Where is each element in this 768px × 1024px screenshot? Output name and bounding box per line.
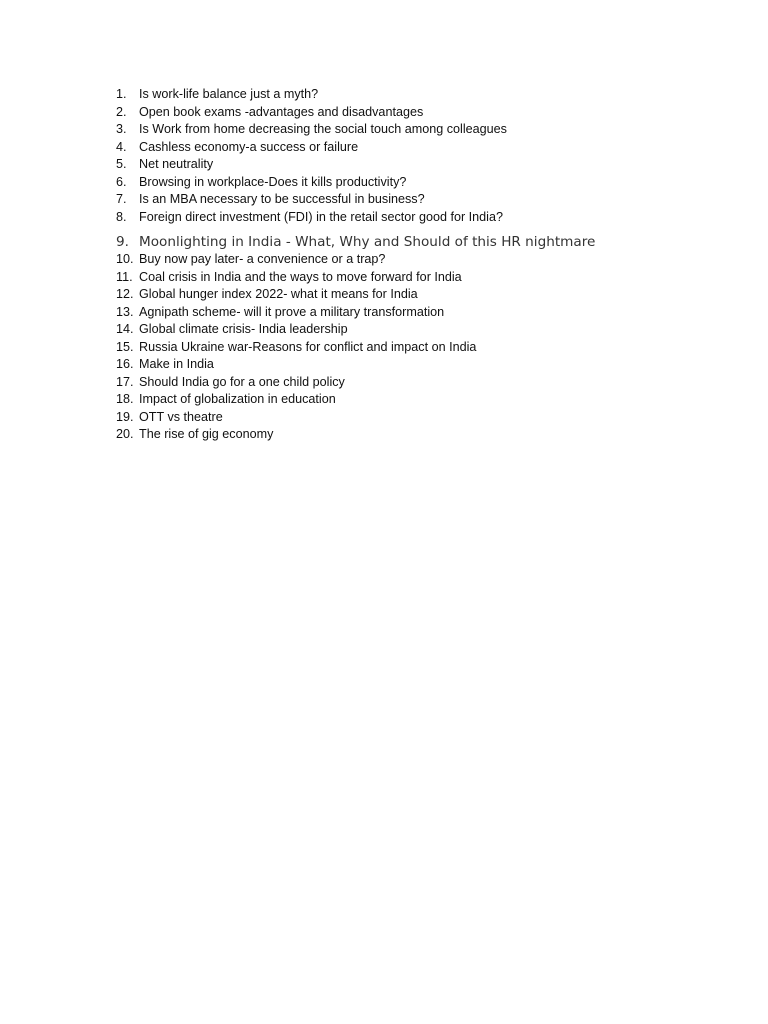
list-item <box>116 356 736 374</box>
list-item <box>116 269 736 287</box>
list-item <box>116 234 736 251</box>
list-item <box>116 209 736 227</box>
list-item-text: OTT vs theatre <box>139 409 223 424</box>
list-item-text: Is Work from home decreasing the social touch among colleagues <box>139 122 507 136</box>
list-item-number: 20. <box>116 427 134 441</box>
list-item-text: Russia Ukraine war-Reasons for conflict and impact on India <box>139 339 477 354</box>
list-item <box>116 286 736 304</box>
list-item-number: 5. <box>116 157 127 171</box>
list-item-number: 1. <box>116 87 127 101</box>
list-item-number: 3. <box>116 122 127 136</box>
list-item-text: Is work-life balance just a myth? <box>139 87 319 101</box>
list-item-text: The rise of gig economy <box>139 427 274 441</box>
list-item-number: 13. <box>116 304 134 319</box>
list-item-text: Is an MBA necessary to be successful in business? <box>139 192 425 206</box>
list-item <box>116 191 736 209</box>
list-item-text: Browsing in workplace-Does it kills productivity? <box>139 174 407 189</box>
list-item-number: 6. <box>116 174 127 189</box>
list-item-text: Foreign direct investment (FDI) in the retail sector good for India? <box>139 209 503 224</box>
list-item-number: 11. <box>116 269 133 284</box>
list-item-text: Moonlighting in India - What, Why and Should of this HR nightmare <box>139 234 596 250</box>
list-item <box>116 139 736 157</box>
list-item-number: 7. <box>116 192 127 206</box>
topic-list <box>116 86 736 444</box>
list-item-text: Net neutrality <box>139 157 214 171</box>
list-item-number: 2. <box>116 104 127 119</box>
list-item-text: Open book exams -advantages and disadvantages <box>139 104 424 119</box>
list-item-number: 14. <box>116 322 134 336</box>
list-item-text: Should India go for a one child policy <box>139 374 345 389</box>
list-item <box>116 174 736 192</box>
list-item <box>116 121 736 139</box>
list-item-text: Buy now pay later- a convenience or a trap? <box>139 252 386 266</box>
list-item-number: 17. <box>116 374 134 389</box>
list-item-text: Global hunger index 2022- what it means for India <box>139 287 418 301</box>
list-item <box>116 374 736 392</box>
list-item <box>116 304 736 322</box>
list-item-text: Make in India <box>139 357 214 371</box>
list-item-number: 4. <box>116 139 127 154</box>
list-item-text: Agnipath scheme- will it prove a military transformation <box>139 304 445 319</box>
list-item-text: Cashless economy-a success or failure <box>139 139 359 154</box>
list-item-text: Coal crisis in India and the ways to move forward for India <box>139 269 462 284</box>
list-item <box>116 251 736 269</box>
list-item-number: 10. <box>116 252 134 266</box>
list-item-number: 19. <box>116 409 134 424</box>
list-item <box>116 339 736 357</box>
list-item-number: 15. <box>116 339 134 354</box>
list-item-number: 16. <box>116 357 134 371</box>
list-item-text: Impact of globalization in education <box>139 392 336 406</box>
list-item <box>116 426 736 444</box>
list-item <box>116 409 736 427</box>
list-item-number: 8. <box>116 209 127 224</box>
list-item <box>116 86 736 104</box>
list-item-number: 9. <box>116 234 129 250</box>
list-item-text: Global climate crisis- India leadership <box>139 322 348 336</box>
list-item <box>116 156 736 174</box>
list-item-number: 18. <box>116 392 134 406</box>
list-item <box>116 391 736 409</box>
list-item <box>116 321 736 339</box>
list-item <box>116 104 736 122</box>
list-item-number: 12. <box>116 287 134 301</box>
